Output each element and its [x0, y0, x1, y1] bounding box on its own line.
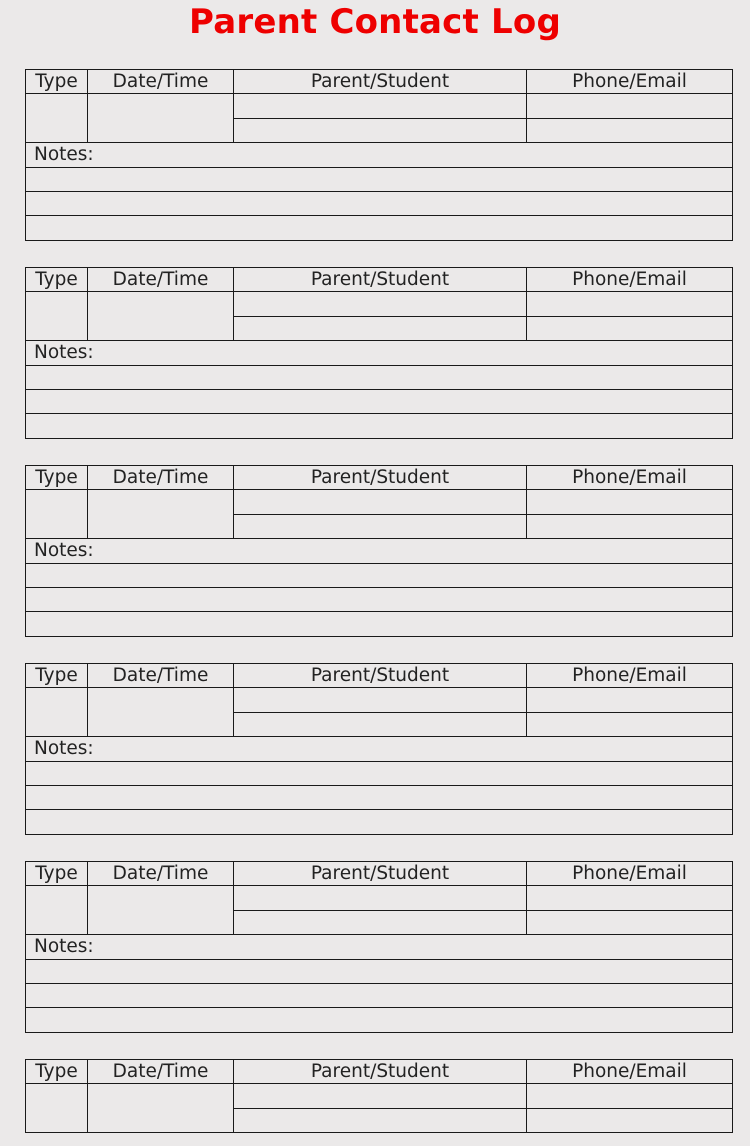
entry-row	[26, 886, 733, 910]
notes-line	[26, 216, 733, 240]
datetime-header: Date/Time	[88, 862, 234, 886]
student-cell[interactable]	[234, 514, 527, 538]
datetime-cell[interactable]	[88, 1084, 234, 1133]
parent-cell[interactable]	[234, 490, 527, 514]
phone-email-header: Phone/Email	[527, 1060, 733, 1084]
notes-line	[26, 983, 733, 1007]
student-cell[interactable]	[234, 910, 527, 934]
notes-label: Notes:	[26, 935, 733, 959]
parent-student-header: Parent/Student	[234, 862, 527, 886]
parent-cell[interactable]	[234, 94, 527, 118]
notes-label: Notes:	[26, 539, 733, 563]
entry-row	[26, 94, 733, 118]
entry-row	[26, 490, 733, 514]
type-cell[interactable]	[26, 94, 88, 143]
notes-line-cell[interactable]	[26, 389, 733, 413]
log-entry-1	[25, 69, 732, 241]
notes-line-cell[interactable]	[26, 785, 733, 809]
notes-line-cell[interactable]	[26, 365, 733, 389]
log-entry-3	[25, 465, 732, 637]
notes-header-row	[26, 935, 733, 959]
phone-email-header: Phone/Email	[527, 862, 733, 886]
student-cell[interactable]	[234, 1108, 527, 1132]
datetime-header: Date/Time	[88, 466, 234, 490]
student-cell[interactable]	[234, 712, 527, 736]
notes-line-cell[interactable]	[26, 810, 733, 834]
student-cell[interactable]	[234, 316, 527, 340]
parent-cell[interactable]	[234, 292, 527, 316]
header-row	[26, 268, 733, 292]
header-row	[26, 862, 733, 886]
phone-cell[interactable]	[527, 688, 733, 712]
type-header: Type	[26, 70, 88, 94]
datetime-header: Date/Time	[88, 268, 234, 292]
email-cell[interactable]	[527, 118, 733, 142]
datetime-cell[interactable]	[88, 94, 234, 143]
log-entry-table	[25, 663, 733, 835]
header-row	[26, 466, 733, 490]
notes-label: Notes:	[26, 737, 733, 761]
type-header: Type	[26, 1060, 88, 1084]
log-entry-4	[25, 663, 732, 835]
parent-cell[interactable]	[234, 688, 527, 712]
email-cell[interactable]	[527, 1108, 733, 1132]
notes-label: Notes:	[26, 143, 733, 167]
type-header: Type	[26, 268, 88, 292]
email-cell[interactable]	[527, 712, 733, 736]
notes-line-cell[interactable]	[26, 959, 733, 983]
log-entry-table	[25, 861, 733, 1033]
notes-line-cell[interactable]	[26, 216, 733, 240]
log-entry-2	[25, 267, 732, 439]
notes-line	[26, 785, 733, 809]
header-row	[26, 70, 733, 94]
type-cell[interactable]	[26, 886, 88, 935]
notes-line	[26, 810, 733, 834]
notes-line-cell[interactable]	[26, 414, 733, 438]
notes-line	[26, 761, 733, 785]
parent-student-header: Parent/Student	[234, 70, 527, 94]
entry-row	[26, 1084, 733, 1108]
parent-cell[interactable]	[234, 886, 527, 910]
header-row	[26, 1060, 733, 1084]
phone-email-header: Phone/Email	[527, 268, 733, 292]
notes-line-cell[interactable]	[26, 587, 733, 611]
parent-student-header: Parent/Student	[234, 268, 527, 292]
notes-label: Notes:	[26, 341, 733, 365]
datetime-header: Date/Time	[88, 664, 234, 688]
log-entry-table	[25, 267, 733, 439]
type-header: Type	[26, 466, 88, 490]
notes-header-row	[26, 341, 733, 365]
log-entry-table	[25, 1059, 733, 1133]
notes-line-cell[interactable]	[26, 167, 733, 191]
log-entry-5	[25, 861, 732, 1033]
log-entry-table	[25, 465, 733, 637]
phone-email-header: Phone/Email	[527, 664, 733, 688]
email-cell[interactable]	[527, 316, 733, 340]
notes-line	[26, 587, 733, 611]
phone-email-header: Phone/Email	[527, 466, 733, 490]
parent-student-header: Parent/Student	[234, 466, 527, 490]
type-cell[interactable]	[26, 1084, 88, 1133]
datetime-cell[interactable]	[88, 886, 234, 935]
email-cell[interactable]	[527, 910, 733, 934]
notes-line-cell[interactable]	[26, 563, 733, 587]
notes-header-row	[26, 539, 733, 563]
type-cell[interactable]	[26, 688, 88, 737]
notes-line-cell[interactable]	[26, 1008, 733, 1032]
notes-line	[26, 959, 733, 983]
page-title: Parent Contact Log	[189, 2, 561, 42]
notes-line	[26, 612, 733, 636]
notes-line-cell[interactable]	[26, 983, 733, 1007]
phone-cell[interactable]	[527, 490, 733, 514]
datetime-cell[interactable]	[88, 490, 234, 539]
phone-cell[interactable]	[527, 886, 733, 910]
notes-line	[26, 1008, 733, 1032]
notes-line-cell[interactable]	[26, 191, 733, 215]
header-row	[26, 664, 733, 688]
phone-cell[interactable]	[527, 292, 733, 316]
parent-student-header: Parent/Student	[234, 1060, 527, 1084]
phone-cell[interactable]	[527, 94, 733, 118]
notes-line	[26, 167, 733, 191]
type-header: Type	[26, 862, 88, 886]
datetime-cell[interactable]	[88, 292, 234, 341]
notes-header-row	[26, 143, 733, 167]
datetime-header: Date/Time	[88, 1060, 234, 1084]
parent-cell[interactable]	[234, 1084, 527, 1108]
type-header: Type	[26, 664, 88, 688]
type-cell[interactable]	[26, 490, 88, 539]
type-cell[interactable]	[26, 292, 88, 341]
notes-line-cell[interactable]	[26, 612, 733, 636]
notes-line	[26, 191, 733, 215]
entry-row	[26, 292, 733, 316]
entry-row	[26, 688, 733, 712]
notes-line	[26, 365, 733, 389]
notes-line	[26, 414, 733, 438]
parent-student-header: Parent/Student	[234, 664, 527, 688]
email-cell[interactable]	[527, 514, 733, 538]
datetime-cell[interactable]	[88, 688, 234, 737]
datetime-header: Date/Time	[88, 70, 234, 94]
phone-email-header: Phone/Email	[527, 70, 733, 94]
notes-line	[26, 563, 733, 587]
notes-line	[26, 389, 733, 413]
phone-cell[interactable]	[527, 1084, 733, 1108]
student-cell[interactable]	[234, 118, 527, 142]
log-entry-6	[25, 1059, 732, 1133]
notes-line-cell[interactable]	[26, 761, 733, 785]
log-entry-table	[25, 69, 733, 241]
notes-header-row	[26, 737, 733, 761]
